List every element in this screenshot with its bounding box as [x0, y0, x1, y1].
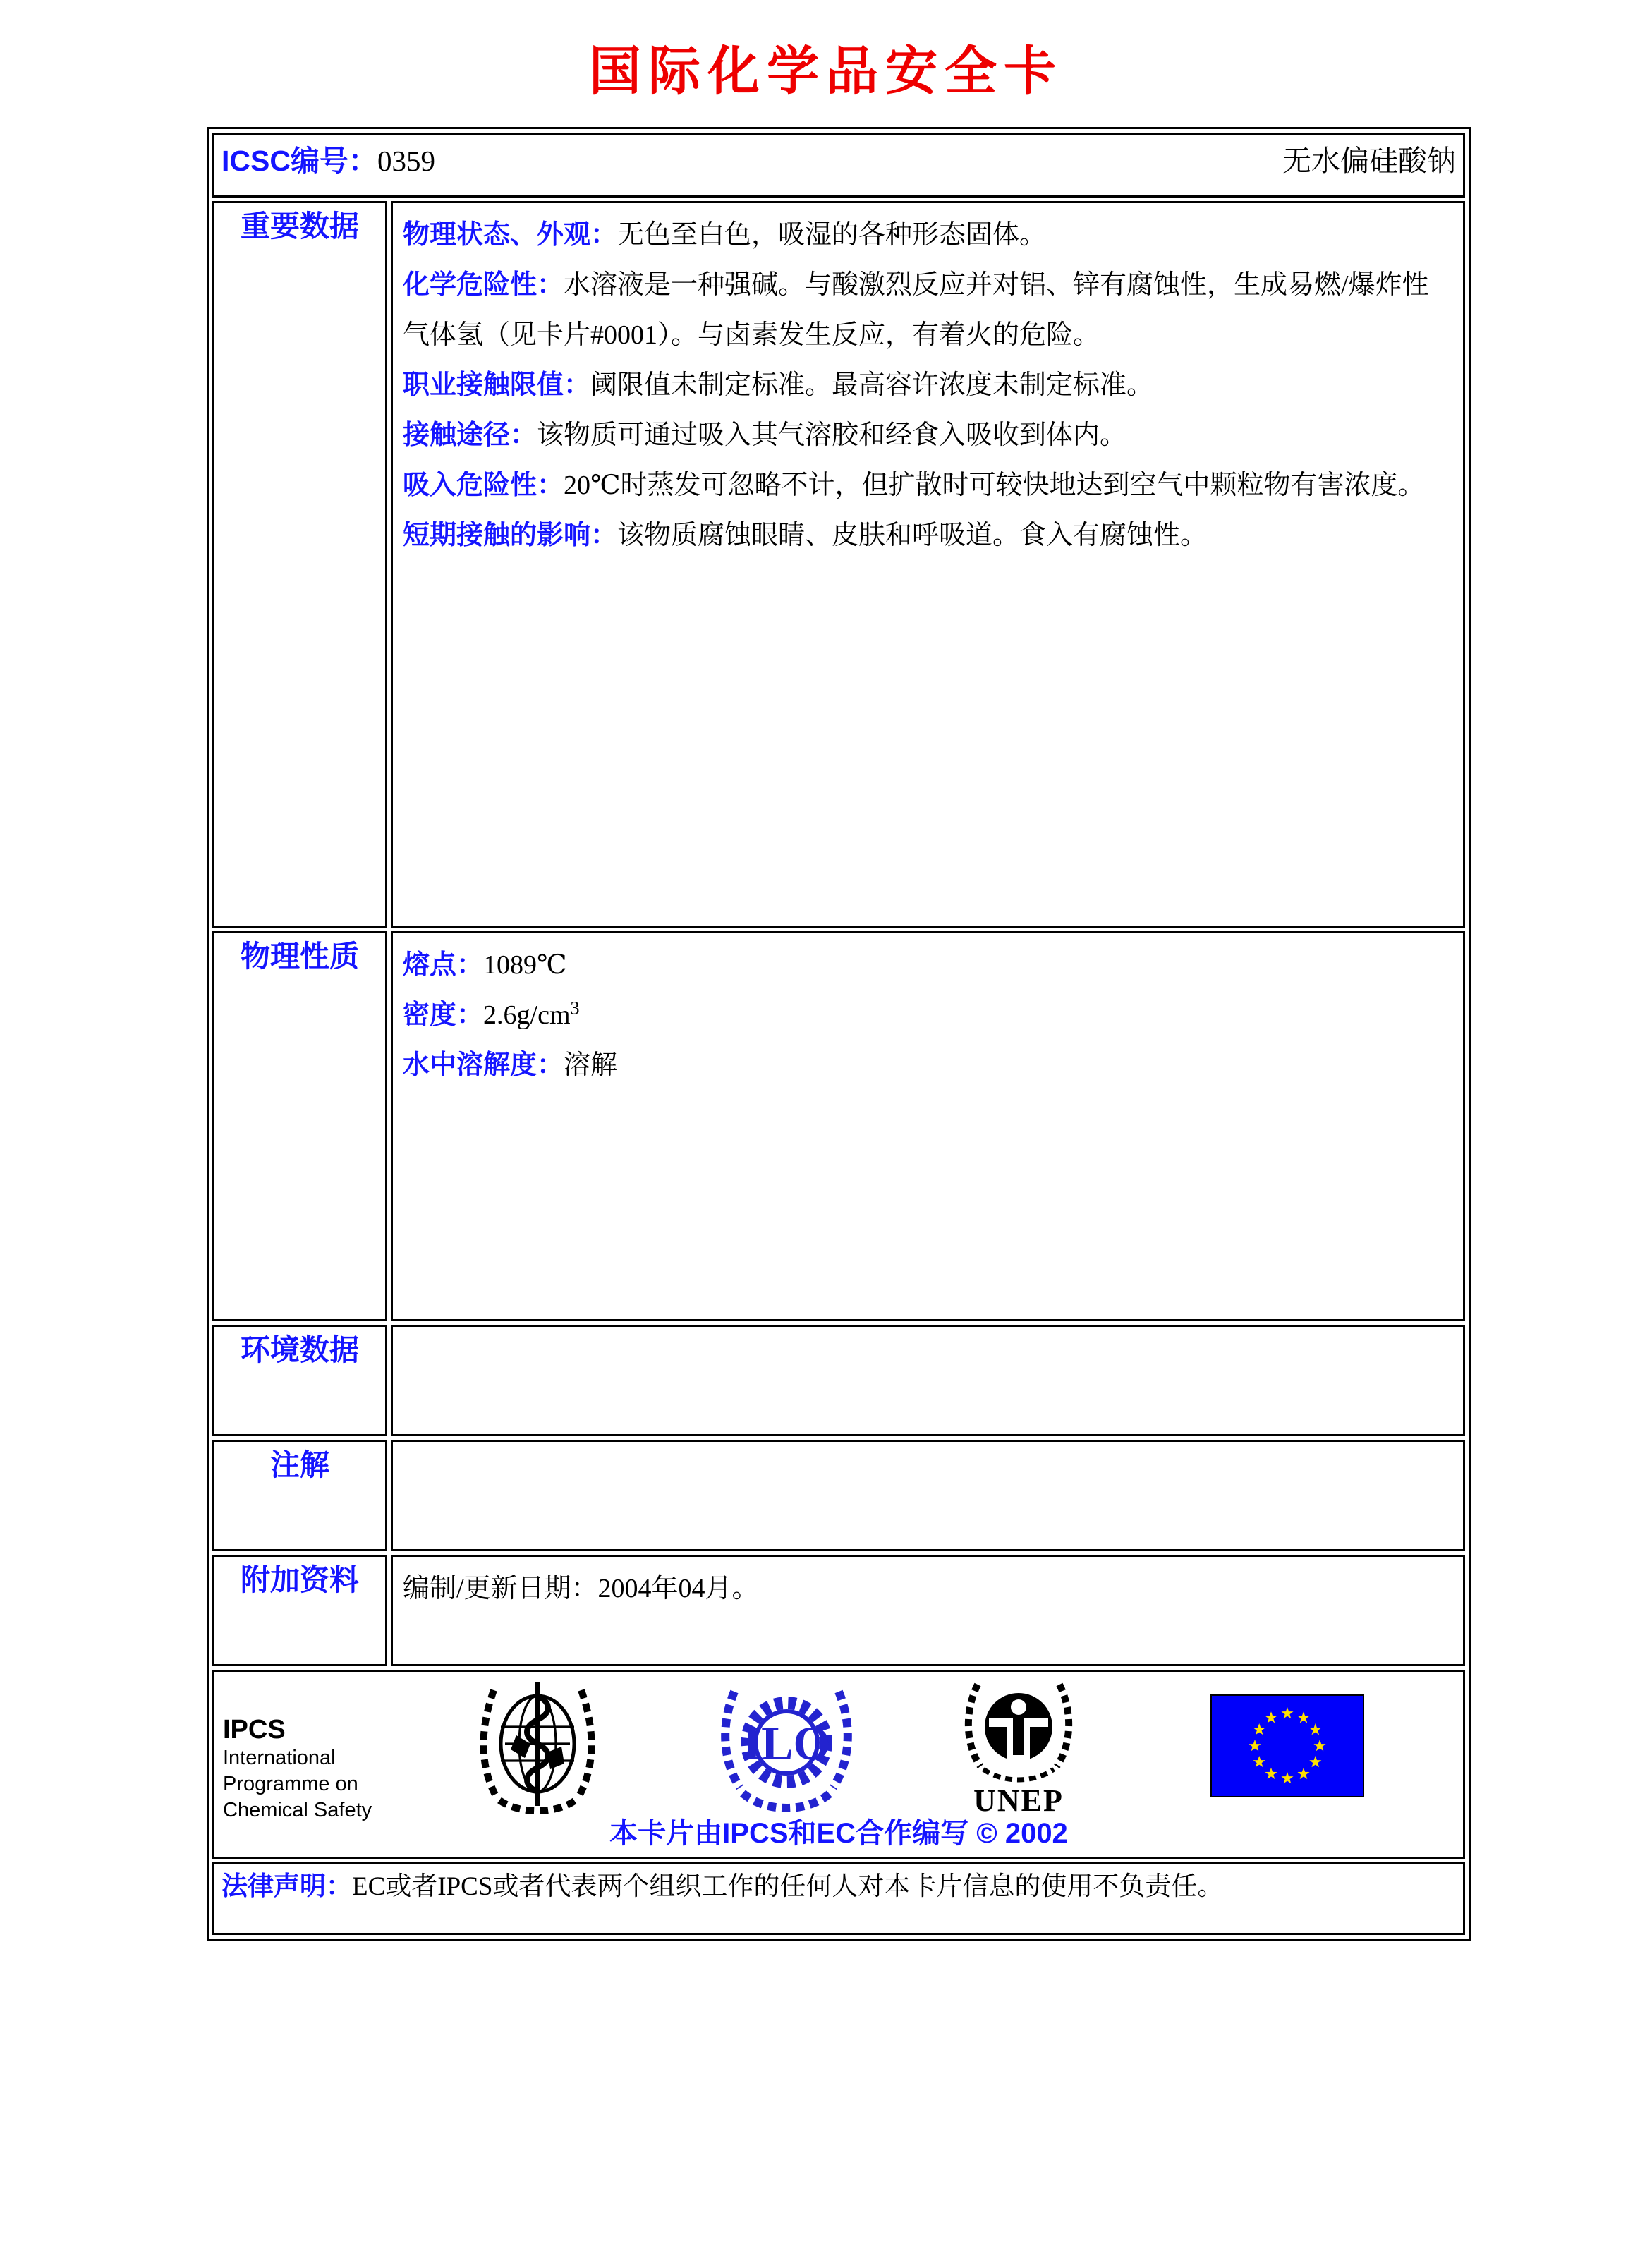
item-label: 接触途径：	[403, 420, 537, 450]
table-row	[212, 931, 1465, 1321]
additional-info-content	[391, 1555, 1465, 1666]
item-value: 2.6g/cm	[483, 1000, 571, 1030]
row-label-additional-info: 附加资料	[212, 1555, 387, 1666]
item-label: 熔点：	[403, 950, 484, 980]
important-item	[403, 210, 1453, 260]
item-text: 该物质可通过吸入其气溶胶和经食入吸收到体内。	[537, 420, 1127, 450]
ipcs-text-block	[223, 1714, 372, 1824]
ipcs-line: Programme on	[223, 1773, 358, 1795]
important-item	[403, 260, 1453, 360]
icsc-number-label: ICSC编号：	[221, 145, 377, 177]
table-row	[212, 1670, 1465, 1859]
important-item	[403, 411, 1453, 461]
table-row	[212, 1555, 1465, 1666]
icsc-card-table	[207, 127, 1471, 1941]
item-value: 溶解	[564, 1050, 618, 1080]
item-label: 密度：	[403, 1000, 484, 1030]
environmental-data-content	[391, 1325, 1465, 1436]
who-logo-icon	[468, 1679, 607, 1824]
important-item	[403, 511, 1453, 561]
important-data-content	[391, 201, 1465, 928]
density-exponent: 3	[570, 997, 580, 1019]
item-label: 吸入危险性：	[403, 471, 564, 500]
item-text: 阈限值未制定标准。最高容许浓度未制定标准。	[590, 370, 1154, 400]
chemical-name: 无水偏硅酸钠	[1282, 145, 1456, 177]
legal-text: EC或者IPCS或者代表两个组织工作的任何人对本卡片信息的使用不负责任。	[352, 1872, 1224, 1901]
physical-item-melting-point	[403, 940, 1453, 990]
copyright-year: © 2002	[976, 1818, 1068, 1849]
item-text: 无色至白色，吸湿的各种形态固体。	[617, 220, 1047, 250]
eu-flag-icon	[1210, 1694, 1364, 1801]
item-text: 水溶液是一种强碱。与酸激烈反应并对铝、锌有腐蚀性，生成易燃/爆炸性气体氢（见卡片#0001）。与卤素发生反应，有着火的危险。	[403, 270, 1429, 350]
item-text: 20℃时蒸发可忽略不计，但扩散时可较快地达到空气中颗粒物有害浓度。	[564, 471, 1425, 500]
row-label-notes: 注解	[212, 1440, 387, 1551]
important-item	[403, 461, 1453, 511]
icsc-number-value: 0359	[377, 145, 435, 177]
important-item	[403, 360, 1453, 411]
update-date-text: 编制/更新日期：2004年04月。	[403, 1574, 759, 1603]
ipcs-acronym: IPCS	[223, 1715, 286, 1745]
table-row	[212, 1862, 1465, 1935]
physical-item-density	[403, 990, 1453, 1041]
copyright-line	[214, 1811, 1463, 1851]
item-text: 该物质腐蚀眼睛、皮肤和呼吸道。食入有腐蚀性。	[617, 521, 1208, 550]
item-label: 物理状态、外观：	[403, 220, 618, 250]
unep-logo-icon	[961, 1679, 1076, 1816]
physical-item-solubility	[403, 1041, 1453, 1091]
item-label: 短期接触的影响：	[403, 521, 618, 550]
footer-logos-cell	[212, 1670, 1465, 1859]
item-value: 1089℃	[483, 950, 567, 980]
ilo-letters: ILO	[742, 1716, 831, 1770]
ilo-logo-icon	[712, 1683, 861, 1825]
ipcs-line: International	[223, 1747, 336, 1769]
icsc-number-group	[221, 138, 435, 179]
notes-content	[391, 1440, 1465, 1551]
legal-label: 法律声明：	[221, 1871, 352, 1900]
copyright-text: 本卡片由IPCS和EC合作编写	[609, 1818, 969, 1849]
row-label-physical-properties: 物理性质	[212, 931, 387, 1321]
table-row	[212, 1325, 1465, 1436]
table-row	[212, 133, 1465, 198]
row-label-important-data: 重要数据	[212, 201, 387, 928]
legal-statement-cell	[212, 1862, 1465, 1935]
table-row	[212, 1440, 1465, 1551]
row-label-environmental-data: 环境数据	[212, 1325, 387, 1436]
item-label: 化学危险性：	[403, 270, 564, 300]
card-header-cell	[212, 133, 1465, 198]
ipcs-line: Chemical Safety	[223, 1799, 372, 1821]
table-row	[212, 201, 1465, 928]
physical-properties-content	[391, 931, 1465, 1321]
page-title: 国际化学品安全卡	[589, 43, 1063, 101]
item-label: 职业接触限值：	[403, 370, 591, 400]
unep-label: UNEP	[973, 1783, 1064, 1818]
item-label: 水中溶解度：	[403, 1050, 564, 1080]
